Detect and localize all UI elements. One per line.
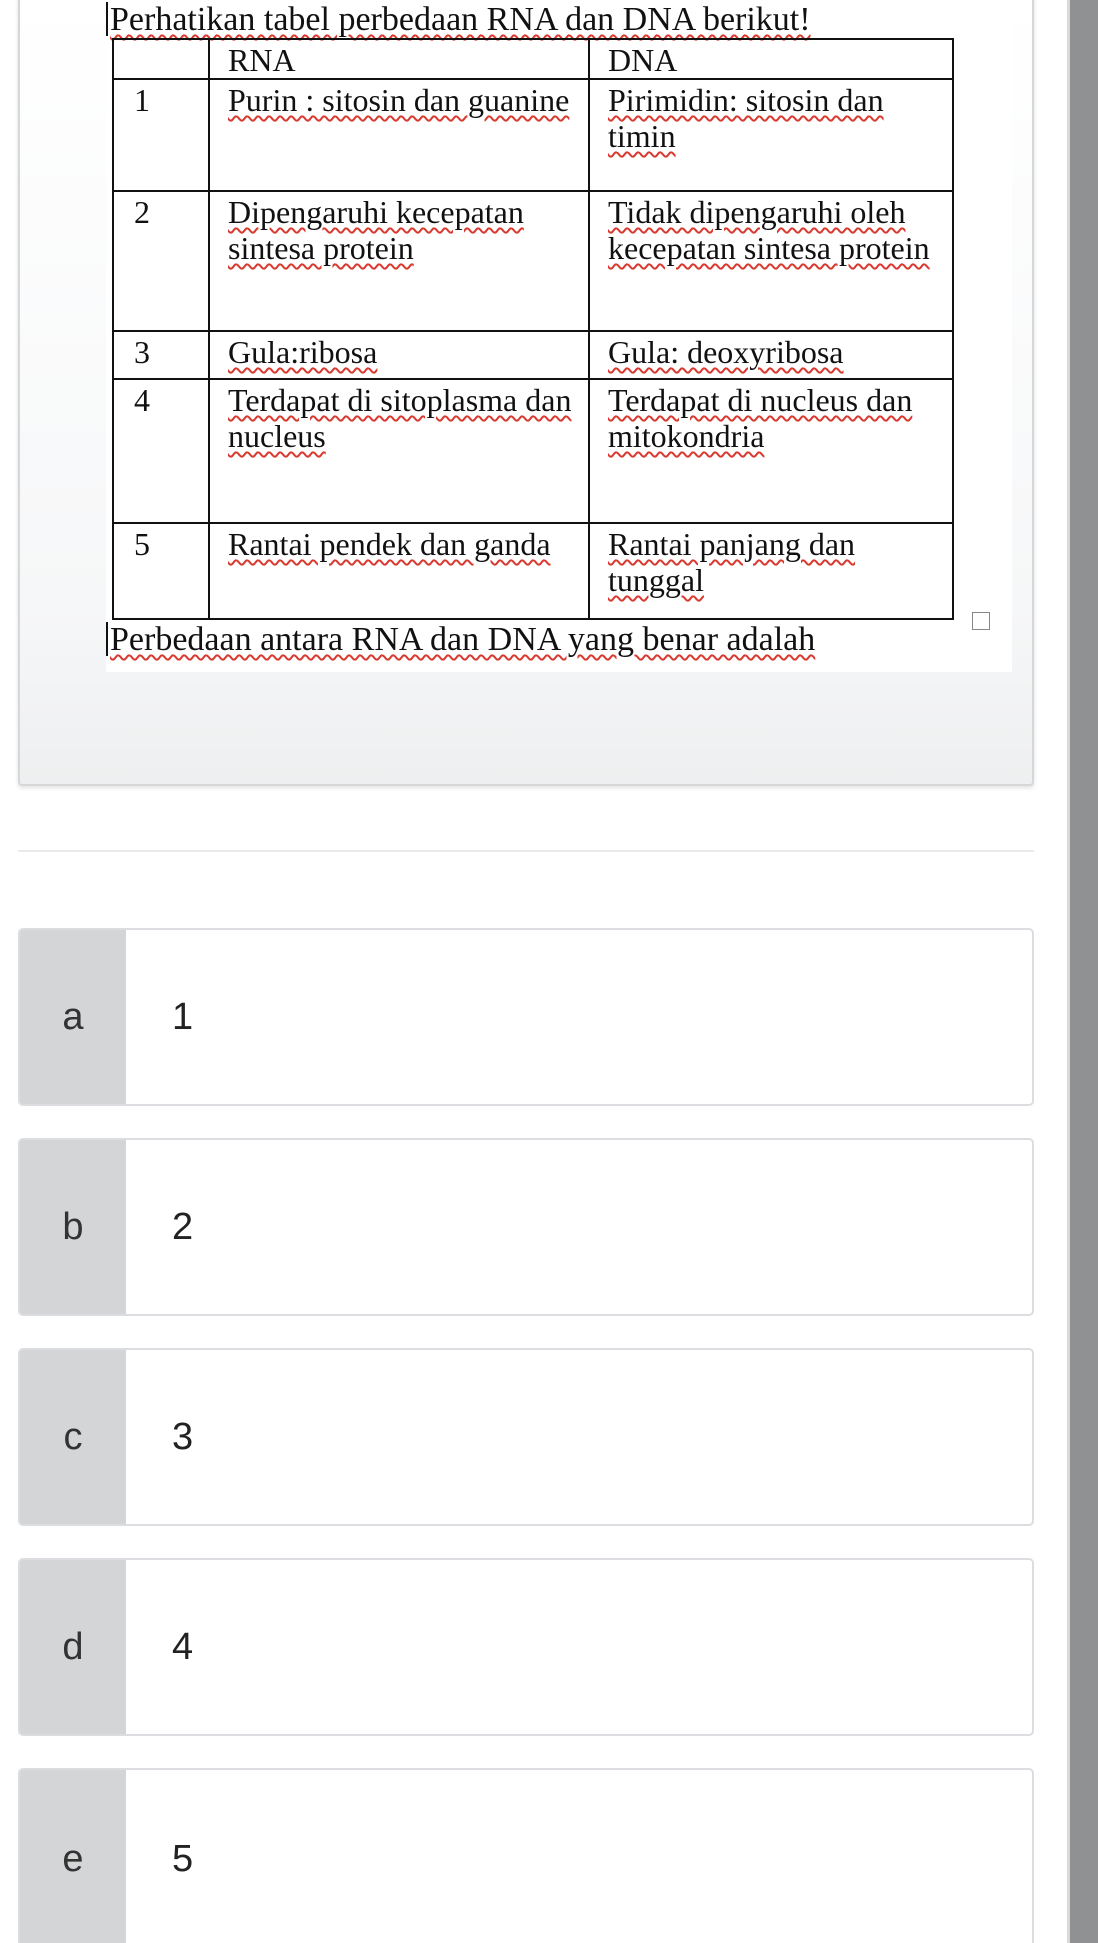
table-row [113, 523, 953, 619]
question-heading-text: Perhatikan tabel perbedaan RNA dan DNA berikut! [110, 1, 811, 38]
table-row [113, 379, 953, 523]
option-letter: d [20, 1560, 126, 1734]
option-letter: b [20, 1140, 126, 1314]
dna-cell: Terdapat di nucleus dan mitokondria [589, 379, 953, 523]
resize-handle-icon [972, 612, 990, 630]
rna-cell: Terdapat di sitoplasma dan nucleus [209, 379, 589, 523]
dna-cell: Pirimidin: sitosin dan timin [589, 79, 953, 191]
option-a[interactable] [18, 928, 1034, 1106]
table-header-dna: DNA [589, 39, 953, 79]
text-caret [106, 2, 108, 36]
row-number: 4 [113, 379, 209, 523]
rna-cell: Gula:ribosa [209, 331, 589, 379]
option-d[interactable] [18, 1558, 1034, 1736]
dna-cell: Gula: deoxyribosa [589, 331, 953, 379]
option-e[interactable] [18, 1768, 1034, 1943]
row-number: 3 [113, 331, 209, 379]
row-number: 2 [113, 191, 209, 331]
table-header-no [113, 39, 209, 79]
table-header-rna: RNA [209, 39, 589, 79]
row-number: 5 [113, 523, 209, 619]
table-header-row [113, 39, 953, 79]
rna-dna-table [112, 38, 954, 620]
divider [18, 850, 1034, 852]
text-caret [106, 622, 108, 656]
option-value: 4 [172, 1625, 194, 1668]
option-letter: a [20, 930, 126, 1104]
option-letter: e [20, 1770, 126, 1943]
rna-cell: Rantai pendek dan ganda [209, 523, 589, 619]
option-b[interactable] [18, 1138, 1034, 1316]
option-value: 1 [172, 995, 194, 1038]
rna-cell: Purin : sitosin dan guanine [209, 79, 589, 191]
option-value: 2 [172, 1205, 194, 1248]
option-value: 3 [172, 1415, 194, 1458]
table-row [113, 191, 953, 331]
question-image [106, 0, 1012, 672]
table-row [113, 331, 953, 379]
option-value: 5 [172, 1837, 194, 1880]
row-number: 1 [113, 79, 209, 191]
option-letter: c [20, 1350, 126, 1524]
question-heading [106, 0, 811, 40]
question-card [18, 0, 1034, 786]
scrollbar[interactable] [1067, 0, 1098, 1943]
dna-cell: Tidak dipengaruhi oleh kecepatan sintesa protein [589, 191, 953, 331]
rna-cell: Dipengaruhi kecepatan sintesa protein [209, 191, 589, 331]
option-c[interactable] [18, 1348, 1034, 1526]
table-row [113, 79, 953, 191]
question-prompt: Perbedaan antara RNA dan DNA yang benar adalah [106, 620, 815, 660]
dna-cell: Rantai panjang dan tunggal [589, 523, 953, 619]
